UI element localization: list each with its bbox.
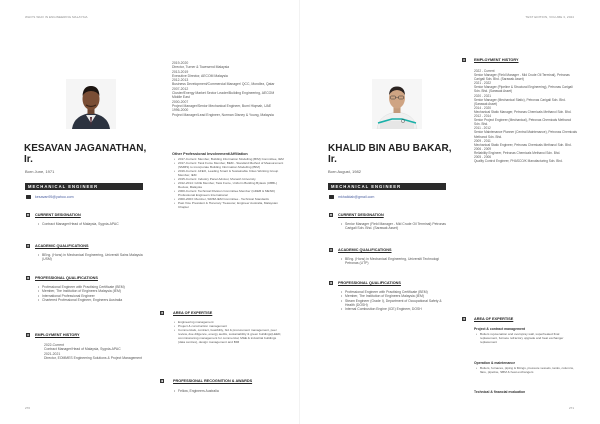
- history-line: 2012-2013: [172, 78, 189, 83]
- profile-name-line2: Ir.: [328, 154, 337, 165]
- employment-list: [474, 69, 578, 163]
- email-link[interactable]: kesavan95@yahoo.com: [35, 195, 74, 199]
- expertise-list: [476, 332, 578, 344]
- professional-list: [341, 290, 447, 311]
- expertise-subheading: Operation & maintenance: [474, 361, 516, 365]
- history-line: Senior Manager (Mechanical Static), Petronas Carigali Sdn. Bhd. (Sarawak Asset): [474, 97, 567, 106]
- history-line: Mechanical Static Engineer, Petronas Chemicals Methanol Sdn. Bhd.: [474, 142, 572, 147]
- history-line: Director, Turner & Townsend Malaysia: [172, 65, 230, 70]
- section-title: EMPLOYMENT HISTORY: [474, 57, 519, 62]
- history-line: Director, EOMMES Engineering Solutions & Project Management: [44, 355, 142, 360]
- list-item: • BEng. (Hons) in Mechanical Engineering, Universiti Technologi Petronas (UTP): [341, 257, 447, 266]
- history-line: 2005 - 2006: [474, 154, 492, 159]
- history-line: Contract Manager/Head of Malaysia, Sygnia-APAC: [44, 347, 121, 352]
- expertise-list: [476, 366, 578, 374]
- history-line: Project Manager/Senior Mechanical Engineer, Bumi Hiqmah, UAE: [172, 103, 272, 108]
- history-line: Quality Control Engineer, PHASCO/K Manufacturing Sdn. Bhd.: [474, 159, 563, 164]
- history-line: 2013-2019: [172, 69, 189, 74]
- portrait-kesavan: [66, 79, 116, 129]
- section-marker: C: [27, 276, 30, 280]
- list-item: • Engineering management: [174, 320, 284, 324]
- list-item: • Member, The Institution of Engineers Malaysia (IEM): [341, 294, 447, 298]
- history-line: 2019-2020: [172, 61, 189, 65]
- section-marker: E: [463, 317, 465, 321]
- list-item: • 2015-Current: Industry Panel Advisor, Monash University: [174, 177, 284, 181]
- history-line: 2009 - 2011: [474, 138, 491, 143]
- list-item: • Boilers rejuvenation and overspray wall, superheated final replacement, furnace refractory upgrade and heat exchanger replacement: [476, 332, 578, 344]
- list-item: • Steam Engineer (Grade I), Department of Occupational Safety & Health (DOSH): [341, 299, 447, 308]
- history-line: Executive Director, AECOM Malaysia: [172, 73, 228, 78]
- list-item: • 2016-Current: AFEO, Leading Smart & Sustainable Cities Working Group Member, IEM: [174, 169, 284, 177]
- professional-list: [38, 285, 146, 302]
- section-marker: A: [330, 213, 333, 217]
- history-line: Senior Manager (Pipeline & Structural Engineering), Petronas Carigali Sdn. Bhd. (Sarawak Asset): [474, 85, 574, 94]
- running-head-left: WHO'S WHO IN ENGINEERING MALAYSIA: [25, 15, 88, 19]
- other-involvement-heading: Other Professional Involvement/Affiliation: [172, 152, 248, 156]
- section-title: PROFESSIONAL QUALIFICATIONS: [338, 280, 401, 285]
- profile-name-line1: KHALID BIN ABU BAKAR,: [328, 143, 452, 154]
- list-item: • Project & construction management: [174, 324, 284, 328]
- list-item: • Commercials, contract, feasibility, bid & procurement management, peer review, due diligence, energy audits, sustainability & green buildings(LEED, commissioning management for commercial, M&E & industrial buildings (data centres), design management and BIM: [174, 328, 284, 344]
- history-line: 2021-2021: [44, 351, 61, 356]
- profile-name-line1: KESAVAN JAGANATHAN,: [24, 143, 147, 154]
- section-marker: C: [330, 281, 333, 285]
- history-line: Mechanical Static Manager, Petronas Chemicals Methanol Sdn. Bhd.: [474, 109, 572, 114]
- section-title: EMPLOYMENT HISTORY: [35, 332, 80, 337]
- section-title: ACADEMIC QUALIFICATIONS: [338, 247, 392, 252]
- history-line: 2007-2012: [172, 86, 189, 91]
- history-line: Reliability Engineer, Petronas Chemicals Methanol Sdn. Bhd.: [474, 150, 561, 155]
- history-line: Senior Project Engineer (Mechanical), Petronas Chemicals Methanol Sdn. Bhd.: [474, 118, 572, 127]
- employment-list: [44, 343, 148, 360]
- recognition-list: [174, 389, 284, 393]
- history-line: Business Development/Commercial Manager/ QCC, Mondlez, Qatar: [172, 82, 275, 87]
- list-item: • Past Vice President & Honorary Treasurer, Engineer Australia, Malaysian Chapter: [174, 201, 284, 209]
- section-marker: E: [161, 311, 163, 315]
- list-item: • Contract Manager/Head of Malaysia, Sygnia-APAC: [38, 222, 146, 226]
- history-line: Cluster/Energy Market Sector Leader/Building Engineering, AECOM Middle East: [172, 91, 276, 100]
- list-item: • Fellow, Engineers Australia: [174, 389, 284, 393]
- section-title: AREA OF EXPERTISE: [474, 316, 514, 321]
- history-line: 2006 - 2009: [474, 146, 492, 151]
- email-link[interactable]: mkhalidab@gmail.com: [338, 195, 375, 199]
- section-title: ACADEMIC QUALIFICATIONS: [35, 243, 89, 248]
- history-line: 2012 - 2014: [474, 114, 492, 119]
- list-item: • 2017-Current: Member, Building Information Modelling (BIM) Committee, IEM: [174, 157, 284, 161]
- born-date: Born June, 1971: [25, 169, 55, 174]
- history-line: 2020 - 2021: [474, 93, 492, 98]
- born-date: Born August, 1982: [328, 169, 361, 174]
- academic-list: [341, 257, 447, 266]
- expertise-list: [174, 320, 284, 344]
- section-marker: D: [27, 333, 30, 337]
- list-item: • Professional Engineer with Practising Certificate (BEM): [341, 290, 447, 294]
- page-number-right: 271: [568, 406, 574, 410]
- profile-name-line2: Ir.: [24, 154, 33, 165]
- list-item: • Boilers, furnaces, piping & fittings, pressure vessels, tanks, columns, flare, pipeline, SBM & heat exchangers: [476, 366, 578, 374]
- role-banner: MECHANICAL ENGINEER: [25, 183, 143, 190]
- page-number-left: 270: [25, 406, 31, 410]
- list-item: • BEng. (Hons) in Mechanical Engineering, Universiti Sains Malaysia (USM): [38, 253, 146, 262]
- section-marker: A: [27, 213, 30, 217]
- list-item: • 2012-2014: GCIE Member, Task Force, Uniform Building Bylaws (UBBL) Review, Malaysia: [174, 181, 284, 189]
- role-banner: MECHANICAL ENGINEER: [328, 183, 446, 190]
- history-line: 2022 - Current: [474, 69, 495, 73]
- academic-list: [38, 253, 146, 262]
- section-marker: F: [161, 379, 163, 383]
- current-designation-list: [38, 222, 146, 226]
- section-marker: B: [27, 244, 30, 248]
- section-marker: B: [330, 248, 333, 252]
- email-icon: [329, 195, 334, 199]
- list-item: • Professional Engineer with Practising Certificate (BEM): [38, 285, 146, 289]
- portrait-khalid: [372, 79, 422, 129]
- history-line: 2014 - 2020: [474, 105, 492, 110]
- section-title: AREA OF EXPERTISE: [173, 310, 213, 315]
- expertise-subheading: Technical & financial evaluation: [474, 390, 526, 394]
- profile-name: [328, 143, 452, 165]
- section-title: PROFESSIONAL RECOGNITION & AWARDS: [173, 378, 253, 383]
- list-item: • Member, The Institution of Engineers Malaysia (IEM): [38, 289, 146, 293]
- other-involvement-list: [174, 157, 284, 209]
- list-item: • Internal Combustion Engine (ICE) Engineer, DOSH: [341, 307, 447, 311]
- history-line: 2000-2007: [172, 99, 189, 104]
- email-icon: [26, 195, 31, 199]
- section-marker: D: [463, 58, 466, 62]
- history-line: 2021 - 2022: [474, 81, 492, 86]
- section-title: CURRENT DESIGNATION: [338, 212, 384, 217]
- history-line: Project Manager/Lead Engineer, Norman Disney & Young, Malaysia: [172, 112, 274, 117]
- list-item: • Senior Manager (Field Manager - Mid Crude Oil Terminal) Petronas Carigali Sdn. Bhd. (Sarawak Asset): [341, 222, 447, 231]
- history-line: Senior Manager (Field Manager - Mid Crude Oil Terminal), Petronas Carigali Sdn. Bhd. (Sarawak Asset): [474, 73, 571, 82]
- profile-name: [24, 143, 146, 165]
- employment-list-continued: [172, 61, 282, 117]
- list-item: • 2000-2003: Member, SIRIM-IEM Committee - Technical Standards: [174, 197, 284, 201]
- list-item: • International Professional Engineer: [38, 294, 146, 298]
- list-item: • 2017-Current: Task Force Member, BEM - Standard Method of Measurement (SMMS) to incorporate Building Information Modelling (BIM): [174, 161, 284, 169]
- history-line: 1996-2000: [172, 108, 189, 113]
- portrait-kesavan-image: [66, 79, 116, 129]
- history-line: 2022-Current: [44, 343, 64, 347]
- section-title: CURRENT DESIGNATION: [35, 212, 81, 217]
- history-line: Senior Maintenance Planner (Central Maintenance), Petronas Chemicals Methanol Sdn. Bhd.: [474, 130, 578, 139]
- list-item: • Chartered Professional Engineer, Engineers Australia: [38, 298, 146, 302]
- page-gutter: [299, 0, 300, 424]
- running-head-right: TEST EDITION, VOLUME 3, 2024: [525, 15, 574, 19]
- expertise-subheading: Project & contract management: [474, 327, 526, 331]
- history-line: 2011 - 2012: [474, 126, 491, 131]
- current-designation-list: [341, 222, 447, 231]
- section-title: PROFESSIONAL QUALIFICATIONS: [35, 275, 98, 280]
- list-item: • 2000-Current: Technical Division Committee Member (GDEB & MESD) Professional Engineers International: [174, 189, 284, 197]
- portrait-khalid-image: [372, 79, 422, 129]
